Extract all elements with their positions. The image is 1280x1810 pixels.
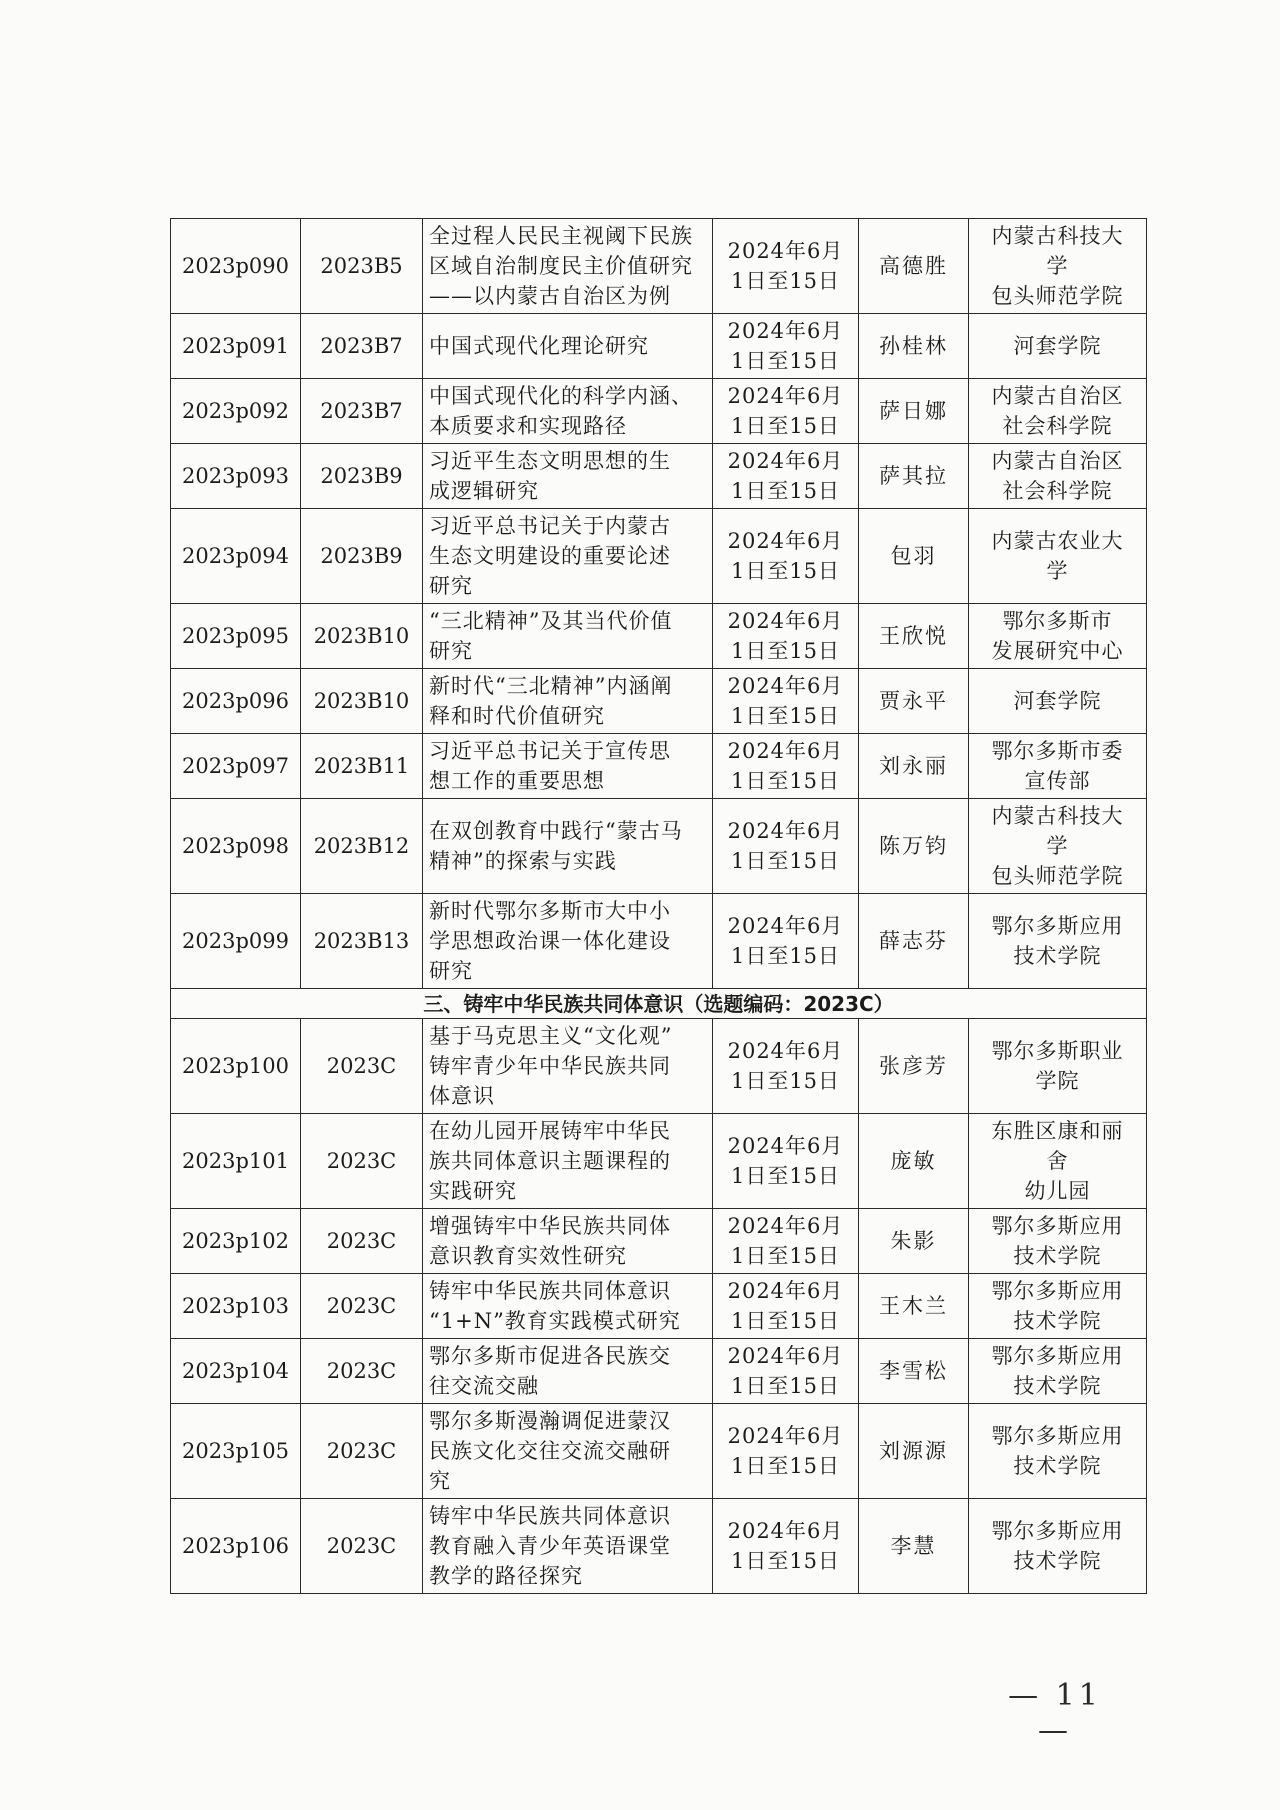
org-line: 河套学院 <box>1013 689 1102 713</box>
date-line: 2024年6月 <box>727 384 844 408</box>
org-line: 东胜区康和丽 <box>991 1119 1124 1143</box>
date-line: 1日至15日 <box>730 944 841 968</box>
project-number: 2023p093 <box>171 444 301 509</box>
date-line: 2024年6月 <box>727 1424 844 1448</box>
date-line: 1日至15日 <box>730 559 841 583</box>
org-line: 包头师范学院 <box>991 284 1124 308</box>
org-line: 宣传部 <box>1024 769 1091 793</box>
org-line: 鄂尔多斯应用 <box>991 1344 1124 1368</box>
date-line: 1日至15日 <box>730 639 841 663</box>
principal-investigator: 高德胜 <box>859 219 969 314</box>
title-line: 研究 <box>429 959 473 983</box>
project-number: 2023p105 <box>171 1404 301 1499</box>
project-table <box>170 218 1147 1594</box>
project-number: 2023p091 <box>171 314 301 379</box>
completion-date <box>713 1114 859 1209</box>
table-row <box>171 509 1147 604</box>
topic-code: 2023B9 <box>301 509 423 604</box>
org-line: 鄂尔多斯应用 <box>991 1214 1124 1238</box>
title-line: “三北精神”及其当代价值 <box>429 609 673 633</box>
org-line: 技术学院 <box>1013 1244 1102 1268</box>
org-line: 技术学院 <box>1013 1549 1102 1573</box>
table-row <box>171 1274 1147 1339</box>
title-line: 铸牢中华民族共同体意识 <box>429 1504 671 1528</box>
org-line: 技术学院 <box>1013 1374 1102 1398</box>
org-line: 鄂尔多斯市 <box>1002 609 1113 633</box>
project-title <box>423 894 713 989</box>
topic-code: 2023C <box>301 1209 423 1274</box>
title-line: 研究 <box>429 639 473 663</box>
title-line: 习近平生态文明思想的生 <box>429 449 671 473</box>
org-line: 鄂尔多斯应用 <box>991 1424 1124 1448</box>
org-line: 鄂尔多斯应用 <box>991 1519 1124 1543</box>
completion-date <box>713 1209 859 1274</box>
date-line: 1日至15日 <box>730 769 841 793</box>
date-line: 1日至15日 <box>730 1454 841 1478</box>
project-title <box>423 509 713 604</box>
org-line: 学 <box>1046 254 1069 278</box>
institution <box>969 669 1147 734</box>
project-number: 2023p092 <box>171 379 301 444</box>
table-row <box>171 799 1147 894</box>
org-line: 包头师范学院 <box>991 864 1124 888</box>
date-line: 1日至15日 <box>730 414 841 438</box>
project-title <box>423 1019 713 1114</box>
date-line: 2024年6月 <box>727 239 844 263</box>
principal-investigator: 王欣悦 <box>859 604 969 669</box>
title-line: 新时代“三北精神”内涵阐 <box>429 674 673 698</box>
org-line: 内蒙古科技大 <box>991 224 1124 248</box>
org-line: 社会科学院 <box>1002 414 1113 438</box>
project-number: 2023p099 <box>171 894 301 989</box>
date-line: 2024年6月 <box>727 1039 844 1063</box>
org-line: 技术学院 <box>1013 1309 1102 1333</box>
topic-code: 2023B7 <box>301 379 423 444</box>
project-number: 2023p096 <box>171 669 301 734</box>
title-line: 想工作的重要思想 <box>429 769 605 793</box>
title-line: 意识教育实效性研究 <box>429 1244 627 1268</box>
date-line: 2024年6月 <box>727 819 844 843</box>
topic-code: 2023B11 <box>301 734 423 799</box>
title-line: 往交流交融 <box>429 1374 539 1398</box>
topic-code: 2023B12 <box>301 799 423 894</box>
table-row <box>171 734 1147 799</box>
institution <box>969 314 1147 379</box>
table-row <box>171 1404 1147 1499</box>
org-line: 学 <box>1046 834 1069 858</box>
table-row <box>171 894 1147 989</box>
date-line: 2024年6月 <box>727 1344 844 1368</box>
org-line: 内蒙古农业大 <box>991 529 1124 553</box>
institution <box>969 604 1147 669</box>
project-title <box>423 604 713 669</box>
completion-date <box>713 604 859 669</box>
section-heading: 三、铸牢中华民族共同体意识（选题编码：2023C） <box>171 989 1147 1019</box>
date-line: 2024年6月 <box>727 1279 844 1303</box>
org-line: 河套学院 <box>1013 334 1102 358</box>
completion-date <box>713 444 859 509</box>
title-line: 族共同体意识主题课程的 <box>429 1149 671 1173</box>
date-line: 2024年6月 <box>727 609 844 633</box>
completion-date <box>713 1019 859 1114</box>
institution <box>969 1339 1147 1404</box>
title-line: 在双创教育中践行“蒙古马 <box>429 819 683 843</box>
principal-investigator: 李雪松 <box>859 1339 969 1404</box>
date-line: 1日至15日 <box>730 1244 841 1268</box>
table-row <box>171 604 1147 669</box>
date-line: 2024年6月 <box>727 914 844 938</box>
title-line: 中国式现代化的科学内涵、 <box>429 384 693 408</box>
date-line: 2024年6月 <box>727 739 844 763</box>
org-line: 技术学院 <box>1013 1454 1102 1478</box>
title-line: 增强铸牢中华民族共同体 <box>429 1214 671 1238</box>
table-row <box>171 1499 1147 1594</box>
date-line: 1日至15日 <box>730 1069 841 1093</box>
date-line: 2024年6月 <box>727 319 844 343</box>
topic-code: 2023B9 <box>301 444 423 509</box>
title-line: 中国式现代化理论研究 <box>429 334 649 358</box>
org-line: 内蒙古自治区 <box>991 449 1124 473</box>
table-row <box>171 1114 1147 1209</box>
institution <box>969 1499 1147 1594</box>
title-line: 精神”的探索与实践 <box>429 849 617 873</box>
title-line: 铸牢青少年中华民族共同 <box>429 1054 671 1078</box>
institution <box>969 799 1147 894</box>
title-line: 究 <box>429 1469 451 1493</box>
date-line: 2024年6月 <box>727 449 844 473</box>
completion-date <box>713 734 859 799</box>
org-line: 鄂尔多斯职业 <box>991 1039 1124 1063</box>
completion-date <box>713 1339 859 1404</box>
title-line: 教学的路径探究 <box>429 1564 583 1588</box>
completion-date <box>713 799 859 894</box>
institution <box>969 1114 1147 1209</box>
org-line: 内蒙古自治区 <box>991 384 1124 408</box>
title-line: 成逻辑研究 <box>429 479 539 503</box>
topic-code: 2023C <box>301 1499 423 1594</box>
date-line: 1日至15日 <box>730 704 841 728</box>
completion-date <box>713 314 859 379</box>
org-line: 发展研究中心 <box>991 639 1124 663</box>
title-line: 习近平总书记关于内蒙古 <box>429 514 671 538</box>
table-row <box>171 1209 1147 1274</box>
project-title <box>423 1114 713 1209</box>
topic-code: 2023B5 <box>301 219 423 314</box>
completion-date <box>713 894 859 989</box>
org-line: 鄂尔多斯应用 <box>991 1279 1124 1303</box>
project-number: 2023p106 <box>171 1499 301 1594</box>
principal-investigator: 朱影 <box>859 1209 969 1274</box>
title-line: 体意识 <box>429 1084 495 1108</box>
table-row <box>171 444 1147 509</box>
completion-date <box>713 669 859 734</box>
org-line: 技术学院 <box>1013 944 1102 968</box>
project-number: 2023p102 <box>171 1209 301 1274</box>
principal-investigator: 包羽 <box>859 509 969 604</box>
title-line: “1+N”教育实践模式研究 <box>429 1309 681 1333</box>
date-line: 1日至15日 <box>730 849 841 873</box>
institution <box>969 734 1147 799</box>
title-line: 基于马克思主义“文化观” <box>429 1024 673 1048</box>
title-line: 实践研究 <box>429 1179 517 1203</box>
project-title <box>423 1499 713 1594</box>
table-row <box>171 1339 1147 1404</box>
project-number: 2023p104 <box>171 1339 301 1404</box>
institution <box>969 1019 1147 1114</box>
project-title <box>423 669 713 734</box>
topic-code: 2023B13 <box>301 894 423 989</box>
project-title <box>423 799 713 894</box>
title-line: 习近平总书记关于宣传思 <box>429 739 671 763</box>
table-row <box>171 1019 1147 1114</box>
institution <box>969 894 1147 989</box>
date-line: 1日至15日 <box>730 479 841 503</box>
org-line: 内蒙古科技大 <box>991 804 1124 828</box>
title-line: ——以内蒙古自治区为例 <box>429 284 671 308</box>
completion-date <box>713 1404 859 1499</box>
topic-code: 2023B10 <box>301 669 423 734</box>
completion-date <box>713 1274 859 1339</box>
project-title <box>423 219 713 314</box>
institution <box>969 509 1147 604</box>
project-title <box>423 314 713 379</box>
project-title <box>423 1339 713 1404</box>
topic-code: 2023C <box>301 1404 423 1499</box>
topic-code: 2023B7 <box>301 314 423 379</box>
principal-investigator: 李慧 <box>859 1499 969 1594</box>
principal-investigator: 张彦芳 <box>859 1019 969 1114</box>
project-title <box>423 1209 713 1274</box>
page-number: — 11 — <box>1008 1678 1102 1748</box>
project-number: 2023p100 <box>171 1019 301 1114</box>
principal-investigator: 萨其拉 <box>859 444 969 509</box>
title-line: 研究 <box>429 574 473 598</box>
project-number: 2023p101 <box>171 1114 301 1209</box>
institution <box>969 1274 1147 1339</box>
topic-code: 2023B10 <box>301 604 423 669</box>
completion-date <box>713 379 859 444</box>
principal-investigator: 贾永平 <box>859 669 969 734</box>
institution <box>969 1404 1147 1499</box>
date-line: 2024年6月 <box>727 1519 844 1543</box>
project-number: 2023p090 <box>171 219 301 314</box>
title-line: 释和时代价值研究 <box>429 704 605 728</box>
org-line: 舍 <box>1046 1149 1069 1173</box>
project-title <box>423 444 713 509</box>
org-line: 幼儿园 <box>1024 1179 1091 1203</box>
institution <box>969 444 1147 509</box>
principal-investigator: 刘永丽 <box>859 734 969 799</box>
date-line: 1日至15日 <box>730 1549 841 1573</box>
title-line: 区域自治制度民主价值研究 <box>429 254 693 278</box>
project-number: 2023p098 <box>171 799 301 894</box>
title-line: 生态文明建设的重要论述 <box>429 544 671 568</box>
title-line: 鄂尔多斯市促进各民族交 <box>429 1344 671 1368</box>
org-line: 学院 <box>1035 1069 1080 1093</box>
title-line: 本质要求和实现路径 <box>429 414 627 438</box>
topic-code: 2023C <box>301 1274 423 1339</box>
date-line: 2024年6月 <box>727 674 844 698</box>
completion-date <box>713 1499 859 1594</box>
principal-investigator: 萨日娜 <box>859 379 969 444</box>
principal-investigator: 刘源源 <box>859 1404 969 1499</box>
section-heading-row <box>171 989 1147 1019</box>
project-title <box>423 1404 713 1499</box>
date-line: 1日至15日 <box>730 1374 841 1398</box>
topic-code: 2023C <box>301 1019 423 1114</box>
project-number: 2023p103 <box>171 1274 301 1339</box>
institution <box>969 219 1147 314</box>
title-line: 铸牢中华民族共同体意识 <box>429 1279 671 1303</box>
table-row <box>171 379 1147 444</box>
institution <box>969 1209 1147 1274</box>
date-line: 2024年6月 <box>727 1134 844 1158</box>
title-line: 新时代鄂尔多斯市大中小 <box>429 899 671 923</box>
completion-date <box>713 219 859 314</box>
project-number: 2023p095 <box>171 604 301 669</box>
title-line: 鄂尔多斯漫瀚调促进蒙汉 <box>429 1409 671 1433</box>
org-line: 鄂尔多斯应用 <box>991 914 1124 938</box>
project-title <box>423 1274 713 1339</box>
table-row <box>171 219 1147 314</box>
table-row <box>171 314 1147 379</box>
org-line: 社会科学院 <box>1002 479 1113 503</box>
principal-investigator: 王木兰 <box>859 1274 969 1339</box>
completion-date <box>713 509 859 604</box>
principal-investigator: 陈万钧 <box>859 799 969 894</box>
date-line: 2024年6月 <box>727 529 844 553</box>
date-line: 1日至15日 <box>730 1309 841 1333</box>
topic-code: 2023C <box>301 1339 423 1404</box>
project-number: 2023p097 <box>171 734 301 799</box>
title-line: 教育融入青少年英语课堂 <box>429 1534 671 1558</box>
principal-investigator: 薛志芬 <box>859 894 969 989</box>
project-title <box>423 379 713 444</box>
title-line: 全过程人民民主视阈下民族 <box>429 224 693 248</box>
title-line: 民族文化交往交流交融研 <box>429 1439 671 1463</box>
title-line: 在幼儿园开展铸牢中华民 <box>429 1119 671 1143</box>
table-row <box>171 669 1147 734</box>
institution <box>969 379 1147 444</box>
org-line: 学 <box>1046 559 1069 583</box>
date-line: 1日至15日 <box>730 269 841 293</box>
project-number: 2023p094 <box>171 509 301 604</box>
date-line: 1日至15日 <box>730 349 841 373</box>
date-line: 2024年6月 <box>727 1214 844 1238</box>
principal-investigator: 庞敏 <box>859 1114 969 1209</box>
topic-code: 2023C <box>301 1114 423 1209</box>
principal-investigator: 孙桂林 <box>859 314 969 379</box>
project-title <box>423 734 713 799</box>
title-line: 学思想政治课一体化建设 <box>429 929 671 953</box>
date-line: 1日至15日 <box>730 1164 841 1188</box>
org-line: 鄂尔多斯市委 <box>991 739 1124 763</box>
